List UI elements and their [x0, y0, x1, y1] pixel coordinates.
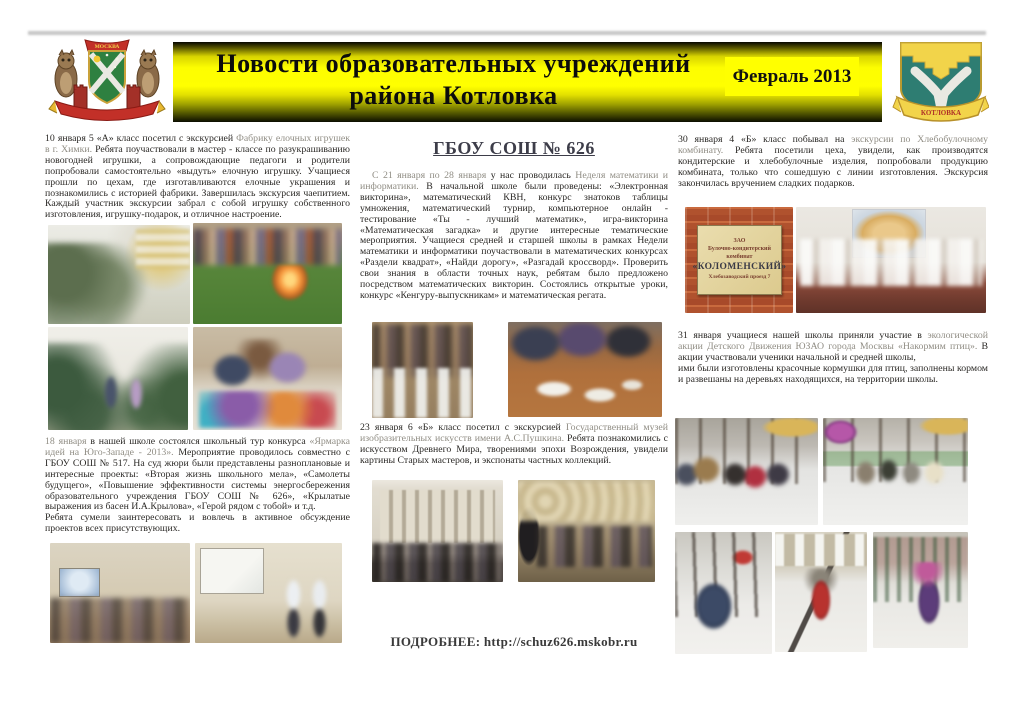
shield-icon — [89, 51, 125, 103]
plaque-line-1: ЗАО — [733, 238, 746, 245]
kotlovka-coat-of-arms-right — [892, 39, 989, 129]
article-pushkin-museum: 23 января 6 «Б» класс посетил с экскурсией Государственный музей изобразительных искусств имени А.С.Пушкина. Ребята познакомились с искусством Древнего Мира, творениями эпохи Возрождения, увидели картины Старых мастеров, и экспонаты частных коллекций. — [360, 422, 668, 466]
photo-museum-interior-group — [518, 480, 655, 582]
photo-factory-christmas-trees — [48, 225, 190, 324]
left-emblem-ribbon-text: МОСКВА — [94, 44, 120, 50]
issue-date: Февраль 2013 — [732, 65, 852, 87]
more-info-url: ПОДРОБНЕЕ: http://schuz626.mskobr.ru — [390, 634, 638, 649]
newsletter-title — [181, 48, 726, 112]
photo-child-hanging-feeder-red — [775, 532, 867, 652]
article-bakery-excursion: 30 января 4 «Б» класс побывал на экскурсии по Хлебобулочному комбинату. Ребята посетили цеха, увидели, как производятся кондитерские и хлебобулочные изделия, попробовали продукцию комбината, только что сошедшую с линии изготовления. Экскурсия закончилась вручением сладких подарков. — [678, 134, 988, 189]
photo-classroom-presentation — [50, 543, 190, 643]
title-line-1: Новости образовательных учреждений — [216, 49, 691, 78]
photo-feeder-group-1 — [675, 418, 818, 525]
photo-children-with-trees — [48, 327, 188, 430]
photo-museum-facade-group — [372, 480, 503, 582]
article-project-fair: 18 января в нашей школе состоялся школьный тур конкурса «Ярмарка идей на Юго-Западе - 2013». Мероприятие проводилось совместно с ГБОУ СОШ № 517. На суд жюри были представлены разноплановые и интересные проекты: «Вторая жизнь школьного мела», «Самолеты будущего», «Повышение эффективности системы энергосбережения образовательного учреждения ГБОУ СОШ № 626», «Крылатые выражения из басен И.А.Крылова», «Герой рядом с тобой» и т.д. Ребята сумели заинтересовать и вовлечь в активное обсуждение проектов всех присутствующих. — [45, 436, 350, 535]
photo-children-around-campfire — [193, 223, 342, 324]
district-coat-of-arms-left — [45, 37, 169, 127]
photo-pupils-with-laptops — [372, 322, 473, 418]
photo-bakery-sign — [685, 207, 793, 313]
issue-date-box — [725, 57, 859, 96]
kotlovka-ribbon-text: КОТЛОВКА — [920, 109, 962, 117]
scan-artifact-line — [28, 31, 986, 35]
article-math-week: С 21 января по 28 января у нас проводилась Неделя математики и информатики. В начальной школе были проведены: «Электронная викторина», математический КВН, конкурс знатоков таблицы умножения, математический турнир, компьютерное онлайн - тестирование «Ты - лучший математик», игра-викторина «Математическая загадка» и другие интересные тематические мероприятия. Учащиеся средней и старшей школы в рамках Недели математики и информатики поучаствовали в математических конкурсах «Раздели квадрат», «Найди дорогу», «Разгадай кроссворд». Проверить свои знания в области точных наук, ребятам было предложено посредством математических викторин. Состоялись открытые уроки, конкурс «Кенгуру-выпускникам» и математическая регата. — [360, 170, 668, 301]
photo-child-hanging-feeder-blue — [675, 532, 772, 654]
plaque-line-4: «КОЛОМЕНСКИЙ» — [692, 262, 787, 273]
photo-feeder-group-2 — [823, 418, 968, 525]
article-feed-the-birds: 31 января учащиеся нашей школы приняли участие в экологической акции Детского Движения ЮЗАО города Москвы «Накормим птиц». В акции участвовали ученики начальной и средней школы, ими были изготовлены красочные кормушки для птиц, заполнены кормом и развешаны на деревьях находящихся, на территории школы. — [678, 330, 988, 385]
title-line-2: района Котловка — [349, 81, 558, 110]
plaque-line-3: комбинат — [726, 254, 753, 261]
bakery-plaque — [692, 225, 787, 295]
article-toy-factory-excursion: 10 января 5 «А» класс посетил с экскурсией Фабрику елочных игрушек в г. Химки. Ребята поучаствовали в мастер - классе по разукрашиванию новогодней игрушки, а сопровождающие педагоги и родители попробовали самостоятельно «выдуть» елочную игрушку. Учащиеся прошли по цехам, где изготавливаются елочные украшения и познакомились с историей фабрики. Завершилась экскурсия чаепитием. Каждый участник экскурсии забрал с собой игрушку собственного изготовления, игрушку-подарок, и отличное настроение. — [45, 133, 350, 221]
photo-child-hanging-feeder-purple — [873, 532, 968, 648]
newsletter-banner — [173, 42, 882, 122]
photo-toy-painting-workshop — [193, 327, 342, 430]
photo-students-presenting — [195, 543, 342, 643]
plaque-line-5: Хлебозаводский проезд 7 — [708, 274, 771, 281]
plaque-line-2: Булочно-кондитерский — [707, 246, 771, 253]
photo-pupils-at-table — [508, 322, 662, 417]
school-heading: ГБОУ СОШ № 626 — [433, 138, 595, 158]
photo-children-at-bakery — [796, 207, 986, 313]
